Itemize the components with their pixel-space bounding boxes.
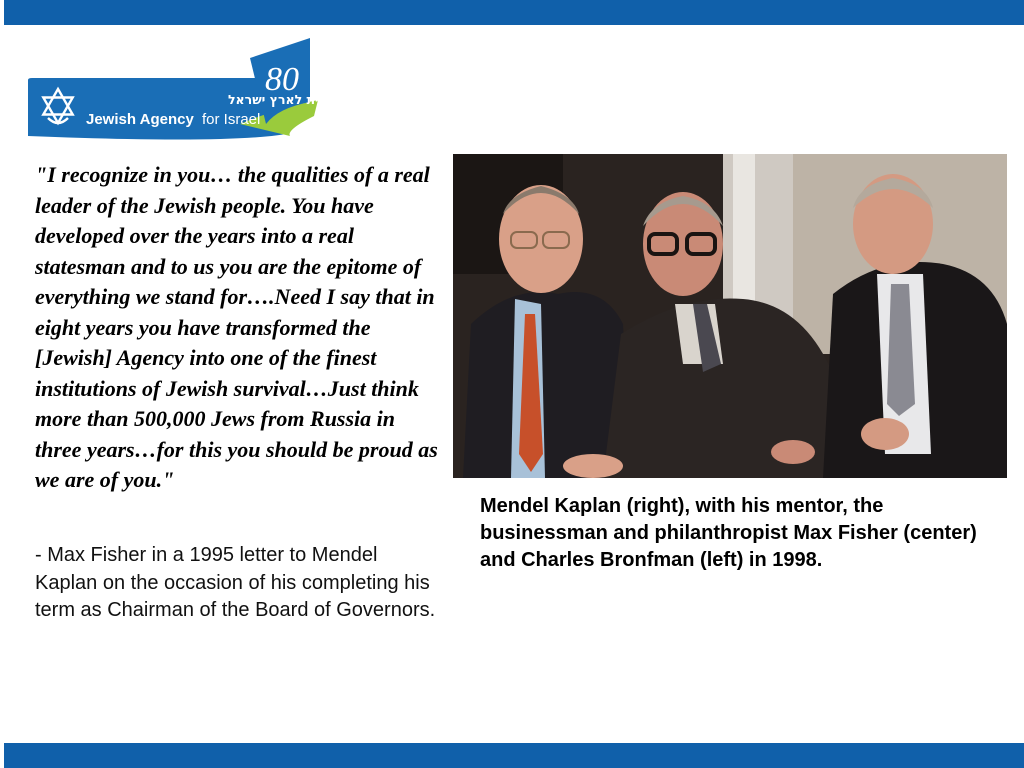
quote-attribution: - Max Fisher in a 1995 letter to Mendel Kaplan on the occasion of his completing his term as Chairman of the Board of Governors.	[35, 544, 436, 621]
bottom-bar	[4, 743, 1024, 768]
quote-text: "I recognize in you… the qualities of a real leader of the Jewish people. You have developed over the years into a real statesman and to us you are the epitome of everything we stand for….Need I say that in eight years you have transformed the [Jewish] Agency into one of the finest institutions of Jewish survival…Just think more than 500,000 Jews from Russia in three years…for this you should be proud as we are of you."	[35, 162, 438, 492]
svg-text:Jewish Agency for Israel	[86, 111, 260, 128]
top-bar	[4, 0, 1024, 25]
group-photo	[453, 154, 1007, 478]
jewish-agency-80-logo	[28, 38, 403, 142]
anniversary-number: 80	[265, 61, 299, 98]
logo-english-bold: Jewish Agency	[86, 111, 194, 128]
logo-english-light: for Israel	[202, 111, 261, 128]
photo-caption: Mendel Kaplan (right), with his mentor, the businessman and philanthropist Max Fisher (center) and Charles Bronfman (left) in 1998.	[480, 495, 977, 571]
logo-hebrew-text: הסוכנות היהודית לארץ ישראל	[228, 92, 403, 107]
